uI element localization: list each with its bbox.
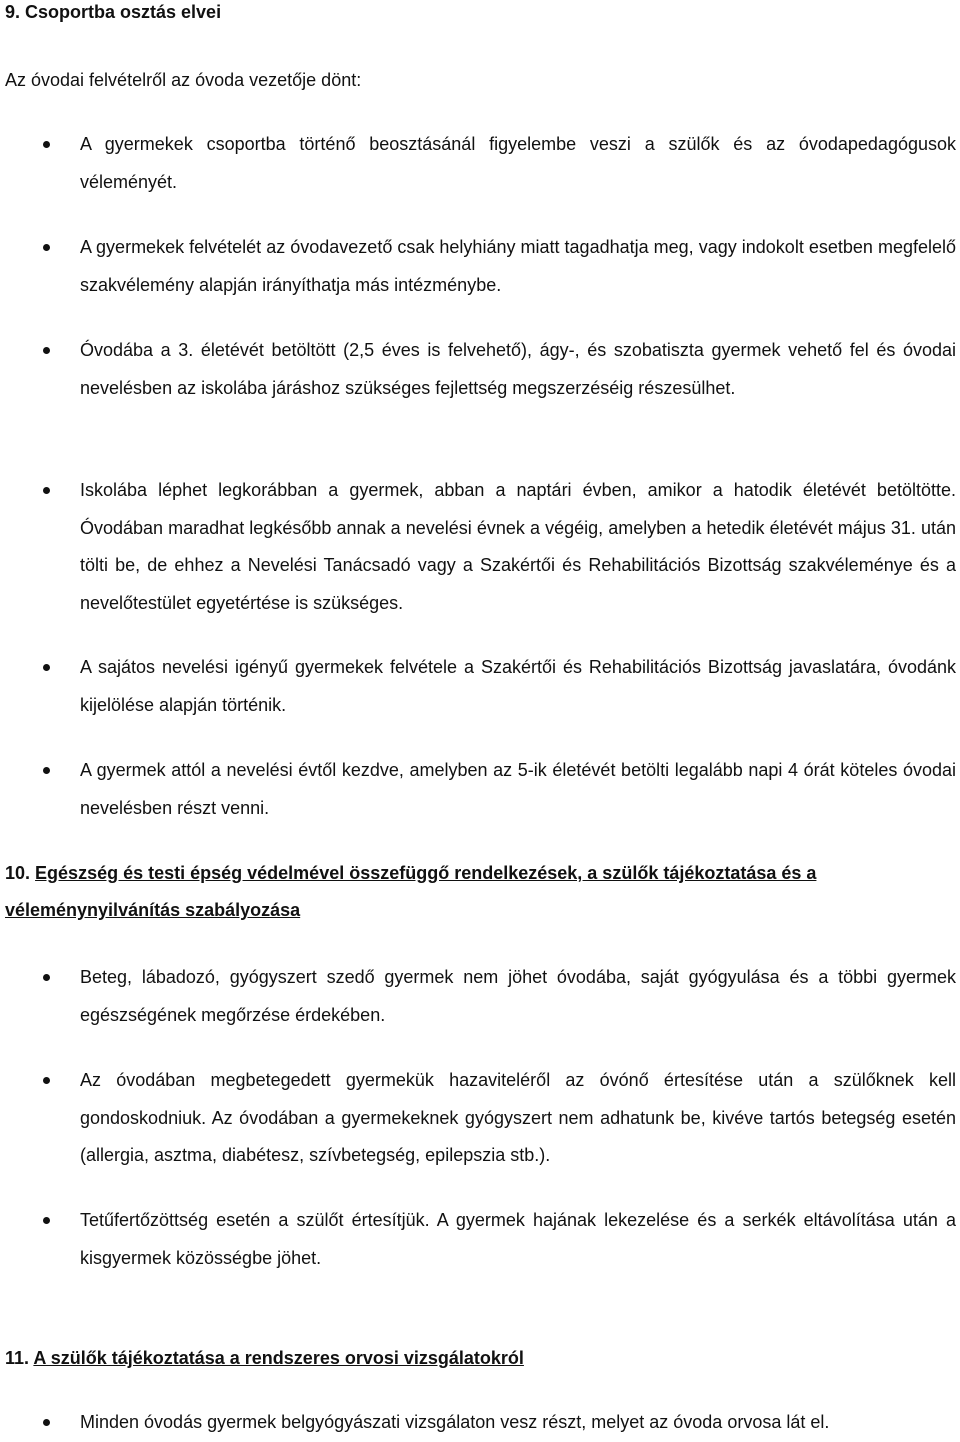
list-item (80, 126, 956, 201)
list-item (80, 472, 956, 622)
list-item (80, 1202, 956, 1277)
section-10-number: 10. (5, 863, 31, 883)
list-item-text: Az óvodában megbetegedett gyermekük hazaviteléről az óvónő értesítése után a szülőknek kell gondoskodniuk. Az óvodában a gyermekeknek gyógyszert nem adhatunk be, kivéve tartós betegség esetén (allergia, asztma, diabétesz, szívbetegség, epilepszia stb.). (80, 1070, 956, 1165)
list-item-text: A gyermek attól a nevelési évtől kezdve, amelyben az 5-ik életévét betölti legalább napi 4 órát köteles óvodai nevelésben részt venni. (80, 760, 956, 818)
section-11-number: 11. (5, 1348, 30, 1368)
list-item-text: A gyermekek csoportba történő beosztásánál figyelembe veszi a szülők és az óvodapedagógusok véleményét. (80, 134, 956, 192)
bullet-icon (43, 1217, 50, 1224)
list-item-text: A gyermekek felvételét az óvodavezető csak helyhiány miatt tagadhatja meg, vagy indokolt esetben megfelelő szakvélemény alapján irányíthatja más intézménybe. (80, 237, 956, 295)
list-item-text: Minden óvodás gyermek belgyógyászati vizsgálaton vesz részt, melyet az óvoda orvosa lát el. (80, 1412, 830, 1432)
list-item-text: A sajátos nevelési igényű gyermekek felvétele a Szakértői és Rehabilitációs Bizottság javaslatára, óvodánk kijelölése alapján történik. (80, 657, 956, 715)
list-item (80, 959, 956, 1034)
bullet-icon (43, 141, 50, 148)
section-10-heading (5, 855, 955, 929)
list-item-text: Beteg, lábadozó, gyógyszert szedő gyermek nem jöhet óvodába, saját gyógyulása és a többi gyermek egészségének megőrzése érdekében. (80, 967, 956, 1025)
section-9-heading: 9. Csoportba osztás elvei (5, 2, 222, 22)
list-item (80, 229, 956, 304)
section-10-title: Egészség és testi épség védelmével összefüggő rendelkezések, a szülők tájékoztatása és a véleménynyilvánítás szabályozása (5, 863, 817, 920)
bullet-icon (43, 974, 50, 981)
bullet-icon (43, 1077, 50, 1084)
list-item-text: Iskolába léphet legkorábban a gyermek, abban a naptári évben, amikor a hatodik életévét betöltötte. Óvodában maradhat legkésőbb annak a nevelési évnek a végéig, amelyben a hetedik életévét május 31. után tölti be, de ehhez a Nevelési Tanácsadó vagy a Szakértői és Rehabilitációs Bizottság szakvéleménye és a nevelőtestület egyetértése is szükséges. (80, 480, 956, 613)
list-item (80, 752, 956, 827)
section-11-title: A szülők tájékoztatása a rendszeres orvosi vizsgálatokról (33, 1348, 524, 1368)
list-item (80, 1062, 956, 1175)
list-item-text: Tetűfertőzöttség esetén a szülőt értesítjük. A gyermek hajának lekezelése és a serkék eltávolítása után a kisgyermek közösségbe jöhet. (80, 1210, 956, 1268)
bullet-icon (43, 664, 50, 671)
bullet-icon (43, 1419, 50, 1426)
bullet-icon (43, 767, 50, 774)
list-item (80, 1404, 956, 1442)
list-item (80, 332, 956, 407)
bullet-icon (43, 487, 50, 494)
section-9-intro: Az óvodai felvételről az óvoda vezetője dönt: (5, 70, 362, 90)
bullet-icon (43, 347, 50, 354)
list-item (80, 649, 956, 724)
bullet-icon (43, 244, 50, 251)
list-item-text: Óvodába a 3. életévét betöltött (2,5 éves is felvehető), ágy-, és szobatiszta gyermek vehető fel és óvodai nevelésben az iskolába járáshoz szükséges fejlettség megszerzéséig részesülhet. (80, 340, 956, 398)
section-11-heading (5, 1340, 524, 1376)
